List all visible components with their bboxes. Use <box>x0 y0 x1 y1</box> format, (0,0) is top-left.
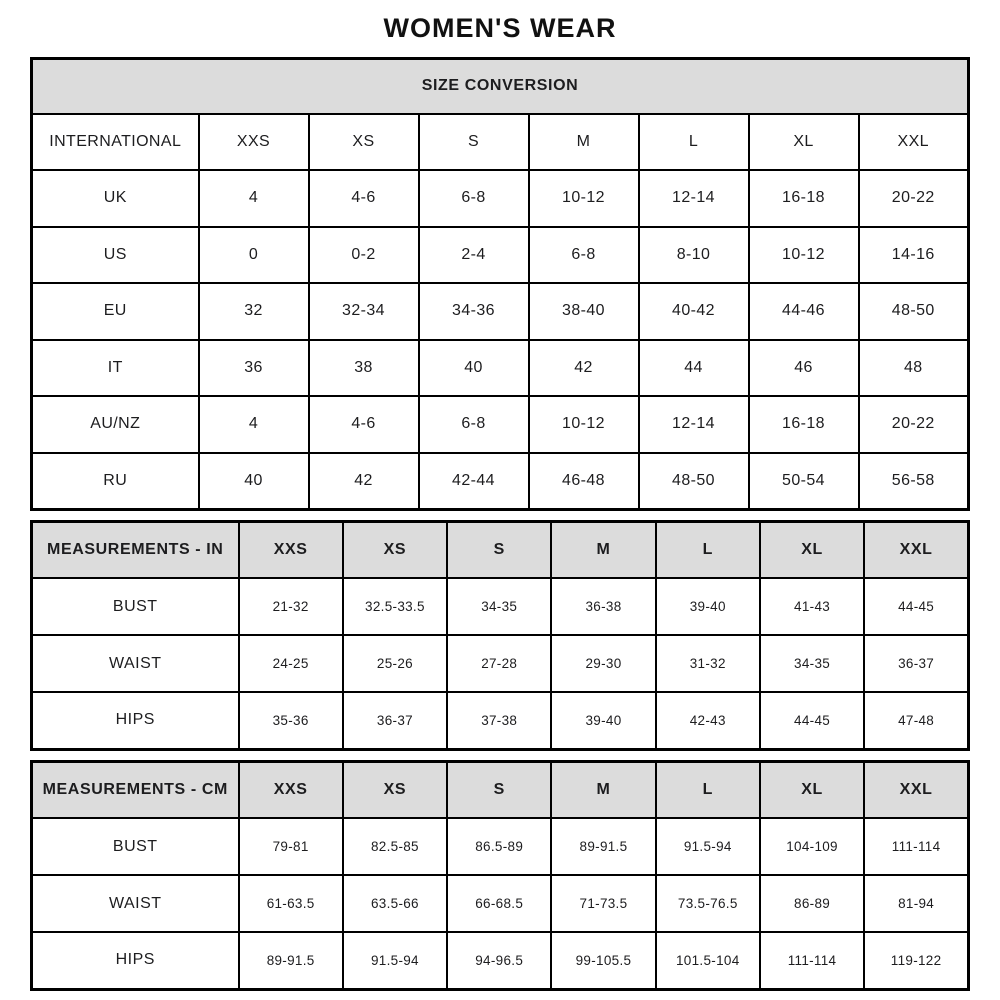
measurement-value: 42-43 <box>656 692 760 749</box>
measurement-value: 39-40 <box>551 692 655 749</box>
size-value: 6-8 <box>529 227 639 284</box>
measurement-value: 34-35 <box>447 578 551 635</box>
size-value: 10-12 <box>749 227 859 284</box>
size-conversion-band-row <box>32 59 969 114</box>
size-header-xl: XL <box>760 521 864 578</box>
size-value: 12-14 <box>639 396 749 453</box>
measurements-in-title: MEASUREMENTS - IN <box>32 521 239 578</box>
column-header-xl: XL <box>749 114 859 171</box>
size-header-xs: XS <box>343 761 447 818</box>
size-value: 8-10 <box>639 227 749 284</box>
measurement-value: 111-114 <box>760 932 864 989</box>
measurement-value: 25-26 <box>343 635 447 692</box>
size-conversion-header-row <box>32 114 969 171</box>
measurement-value: 71-73.5 <box>551 875 655 932</box>
measurement-value: 81-94 <box>864 875 968 932</box>
row-label: AU/NZ <box>32 396 199 453</box>
column-header-xs: XS <box>309 114 419 171</box>
size-value: 16-18 <box>749 396 859 453</box>
size-value: 48-50 <box>859 283 969 340</box>
table-row-waist-cm <box>32 875 969 932</box>
measurement-value: 89-91.5 <box>551 818 655 875</box>
size-header-xxl: XXL <box>864 521 968 578</box>
measurement-value: 66-68.5 <box>447 875 551 932</box>
size-value: 44-46 <box>749 283 859 340</box>
table-row-bust-in <box>32 578 969 635</box>
row-label: BUST <box>32 578 239 635</box>
table-row-uk <box>32 170 969 227</box>
measurement-value: 47-48 <box>864 692 968 749</box>
size-value: 10-12 <box>529 170 639 227</box>
size-header-l: L <box>656 521 760 578</box>
table-row-hips-cm <box>32 932 969 989</box>
size-value: 4-6 <box>309 396 419 453</box>
column-header-xxs: XXS <box>199 114 309 171</box>
size-value: 48-50 <box>639 453 749 510</box>
measurement-value: 37-38 <box>447 692 551 749</box>
measurement-value: 63.5-66 <box>343 875 447 932</box>
size-conversion-title: SIZE CONVERSION <box>32 59 969 114</box>
size-value: 14-16 <box>859 227 969 284</box>
size-value: 50-54 <box>749 453 859 510</box>
table-row-bust-cm <box>32 818 969 875</box>
measurement-value: 101.5-104 <box>656 932 760 989</box>
size-value: 4 <box>199 396 309 453</box>
size-header-xxs: XXS <box>239 761 343 818</box>
page-title: WOMEN'S WEAR <box>383 13 617 43</box>
size-header-s: S <box>447 761 551 818</box>
row-label: WAIST <box>32 635 239 692</box>
measurements-cm-header-row <box>32 761 969 818</box>
row-label: US <box>32 227 199 284</box>
row-label: UK <box>32 170 199 227</box>
measurement-value: 27-28 <box>447 635 551 692</box>
size-value: 46-48 <box>529 453 639 510</box>
size-header-xs: XS <box>343 521 447 578</box>
measurements-in-header-row <box>32 521 969 578</box>
table-row-waist-in <box>32 635 969 692</box>
size-value: 44 <box>639 340 749 397</box>
size-header-m: M <box>551 761 655 818</box>
size-header-xxs: XXS <box>239 521 343 578</box>
size-header-l: L <box>656 761 760 818</box>
column-header-international: INTERNATIONAL <box>32 114 199 171</box>
size-value: 40 <box>419 340 529 397</box>
size-value: 38-40 <box>529 283 639 340</box>
size-value: 46 <box>749 340 859 397</box>
measurement-value: 21-32 <box>239 578 343 635</box>
measurement-value: 29-30 <box>551 635 655 692</box>
row-label: RU <box>32 453 199 510</box>
size-header-xl: XL <box>760 761 864 818</box>
size-value: 4 <box>199 170 309 227</box>
row-label: HIPS <box>32 932 239 989</box>
size-header-m: M <box>551 521 655 578</box>
size-conversion-table <box>30 57 970 511</box>
size-value: 20-22 <box>859 396 969 453</box>
size-header-s: S <box>447 521 551 578</box>
row-label: WAIST <box>32 875 239 932</box>
row-label: EU <box>32 283 199 340</box>
table-row-eu <box>32 283 969 340</box>
size-value: 48 <box>859 340 969 397</box>
table-row-ru <box>32 453 969 510</box>
column-header-xxl: XXL <box>859 114 969 171</box>
measurement-value: 79-81 <box>239 818 343 875</box>
table-row-us <box>32 227 969 284</box>
size-value: 12-14 <box>639 170 749 227</box>
size-value: 34-36 <box>419 283 529 340</box>
size-value: 42-44 <box>419 453 529 510</box>
size-value: 42 <box>309 453 419 510</box>
size-value: 4-6 <box>309 170 419 227</box>
measurement-value: 73.5-76.5 <box>656 875 760 932</box>
size-value: 40 <box>199 453 309 510</box>
measurement-value: 32.5-33.5 <box>343 578 447 635</box>
measurement-value: 91.5-94 <box>656 818 760 875</box>
measurement-value: 104-109 <box>760 818 864 875</box>
measurements-in-table <box>30 520 970 751</box>
measurements-cm-title: MEASUREMENTS - CM <box>32 761 239 818</box>
measurement-value: 111-114 <box>864 818 968 875</box>
measurement-value: 99-105.5 <box>551 932 655 989</box>
size-value: 6-8 <box>419 396 529 453</box>
measurement-value: 39-40 <box>656 578 760 635</box>
table-row-it <box>32 340 969 397</box>
row-label: HIPS <box>32 692 239 749</box>
size-value: 0-2 <box>309 227 419 284</box>
column-header-m: M <box>529 114 639 171</box>
size-value: 32 <box>199 283 309 340</box>
size-value: 10-12 <box>529 396 639 453</box>
measurement-value: 86-89 <box>760 875 864 932</box>
size-value: 0 <box>199 227 309 284</box>
measurement-value: 36-38 <box>551 578 655 635</box>
measurements-cm-table <box>30 760 970 991</box>
size-header-xxl: XXL <box>864 761 968 818</box>
measurement-value: 82.5-85 <box>343 818 447 875</box>
measurement-value: 91.5-94 <box>343 932 447 989</box>
size-value: 16-18 <box>749 170 859 227</box>
size-value: 56-58 <box>859 453 969 510</box>
table-row-aunz <box>32 396 969 453</box>
measurement-value: 41-43 <box>760 578 864 635</box>
column-header-l: L <box>639 114 749 171</box>
size-value: 38 <box>309 340 419 397</box>
column-header-s: S <box>419 114 529 171</box>
measurement-value: 94-96.5 <box>447 932 551 989</box>
measurement-value: 24-25 <box>239 635 343 692</box>
size-value: 42 <box>529 340 639 397</box>
measurement-value: 86.5-89 <box>447 818 551 875</box>
size-value: 40-42 <box>639 283 749 340</box>
size-value: 20-22 <box>859 170 969 227</box>
table-row-hips-in <box>32 692 969 749</box>
size-value: 2-4 <box>419 227 529 284</box>
size-value: 6-8 <box>419 170 529 227</box>
measurement-value: 34-35 <box>760 635 864 692</box>
measurement-value: 61-63.5 <box>239 875 343 932</box>
row-label: BUST <box>32 818 239 875</box>
measurement-value: 44-45 <box>864 578 968 635</box>
row-label: IT <box>32 340 199 397</box>
measurement-value: 36-37 <box>864 635 968 692</box>
measurement-value: 31-32 <box>656 635 760 692</box>
size-value: 32-34 <box>309 283 419 340</box>
measurement-value: 119-122 <box>864 932 968 989</box>
size-value: 36 <box>199 340 309 397</box>
measurement-value: 89-91.5 <box>239 932 343 989</box>
measurement-value: 44-45 <box>760 692 864 749</box>
measurement-value: 36-37 <box>343 692 447 749</box>
measurement-value: 35-36 <box>239 692 343 749</box>
